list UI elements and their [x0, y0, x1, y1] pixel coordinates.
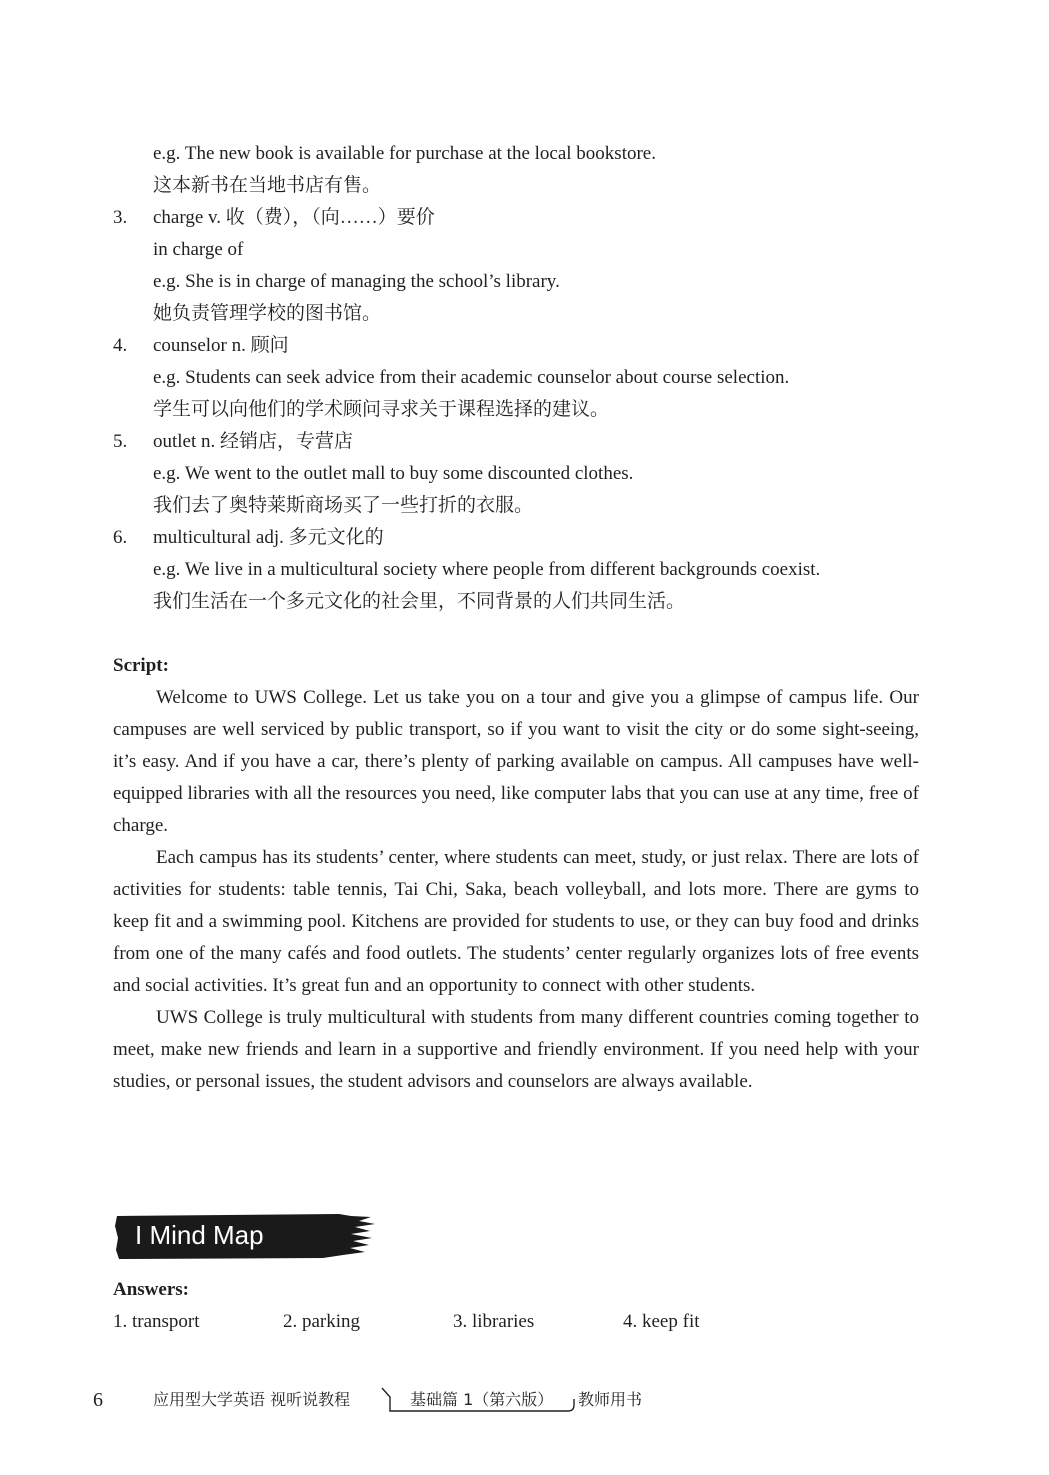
script-heading: Script:	[113, 655, 169, 676]
lead-example: e.g. The new book is available for purchase at the local bookstore.	[153, 143, 656, 164]
section-banner	[113, 1212, 375, 1260]
vocabulary-list	[113, 138, 919, 618]
page-number: 6	[93, 1389, 103, 1411]
vocab-item-outlet	[113, 426, 919, 522]
headword: charge v. 收（费），（向……）要价	[153, 207, 435, 228]
section-heading: I Mind Map	[135, 1220, 264, 1250]
lead-translation: 这本新书在当地书店有售。	[153, 175, 382, 196]
item-number: 6.	[113, 527, 128, 548]
vocab-item-charge	[113, 202, 919, 330]
script-paragraph: Each campus has its students’ center, where students can meet, study, or just relax. There are lots of activities for students: table tennis, Tai Chi, Saka, beach volleyball, and lots more. There are gyms to keep fit and a swimming pool. Kitchens are provided for students to use, or they can buy food and drinks from one of the many cafés and food outlets. The students’ center regularly organizes lots of free events and social activities. It’s great fun and an opportunity to connect with other students.	[113, 847, 919, 996]
teacher-book-label: 教师用书	[578, 1390, 643, 1409]
vocab-item-counselor	[113, 330, 919, 426]
book-title: 应用型大学英语 视听说教程	[153, 1390, 351, 1409]
answer-item: 3. libraries	[453, 1311, 535, 1332]
headword: multicultural adj. 多元文化的	[153, 527, 384, 548]
item-number: 5.	[113, 431, 128, 452]
answer-item: 2. parking	[283, 1311, 361, 1332]
example-sentence: e.g. We went to the outlet mall to buy some discounted clothes.	[153, 463, 634, 484]
example-translation: 我们去了奥特莱斯商场买了一些打折的衣服。	[153, 495, 534, 516]
page-footer	[0, 1385, 1049, 1415]
answers-heading: Answers:	[113, 1279, 189, 1300]
edition-label: 基础篇 1（第六版）	[410, 1390, 554, 1409]
phrase: in charge of	[153, 239, 244, 260]
example-translation: 她负责管理学校的图书馆。	[153, 303, 382, 324]
answer-item: 1. transport	[113, 1311, 200, 1332]
example-sentence: e.g. She is in charge of managing the school’s library.	[153, 271, 560, 292]
item-number: 4.	[113, 335, 128, 356]
headword: outlet n. 经销店，专营店	[153, 431, 354, 452]
headword: counselor n. 顾问	[153, 335, 289, 356]
script-paragraph: Welcome to UWS College. Let us take you on a tour and give you a glimpse of campus life. Our campuses are well serviced by public transport, so if you want to visit the city or do some sight-seeing, it’s easy. And if you have a car, there’s plenty of parking available on campus. All campuses have well-equipped libraries with all the resources you need, like computer labs that you can use at any time, free of charge.	[113, 687, 919, 836]
script-body	[113, 682, 919, 1098]
example-sentence: e.g. We live in a multicultural society where people from different backgrounds coexist.	[153, 559, 821, 580]
script-paragraph: UWS College is truly multicultural with students from many different countries coming together to meet, make new friends and learn in a supportive and friendly environment. If you need help with your studies, or personal issues, the student advisors and counselors are always available.	[113, 1007, 919, 1092]
vocab-item-multicultural	[113, 522, 919, 618]
item-number: 3.	[113, 207, 128, 228]
answer-item: 4. keep fit	[623, 1311, 700, 1332]
example-translation: 我们生活在一个多元文化的社会里，不同背景的人们共同生活。	[153, 591, 686, 612]
example-translation: 学生可以向他们的学术顾问寻求关于课程选择的建议。	[153, 399, 610, 420]
example-sentence: e.g. Students can seek advice from their academic counselor about course selection.	[153, 367, 790, 388]
